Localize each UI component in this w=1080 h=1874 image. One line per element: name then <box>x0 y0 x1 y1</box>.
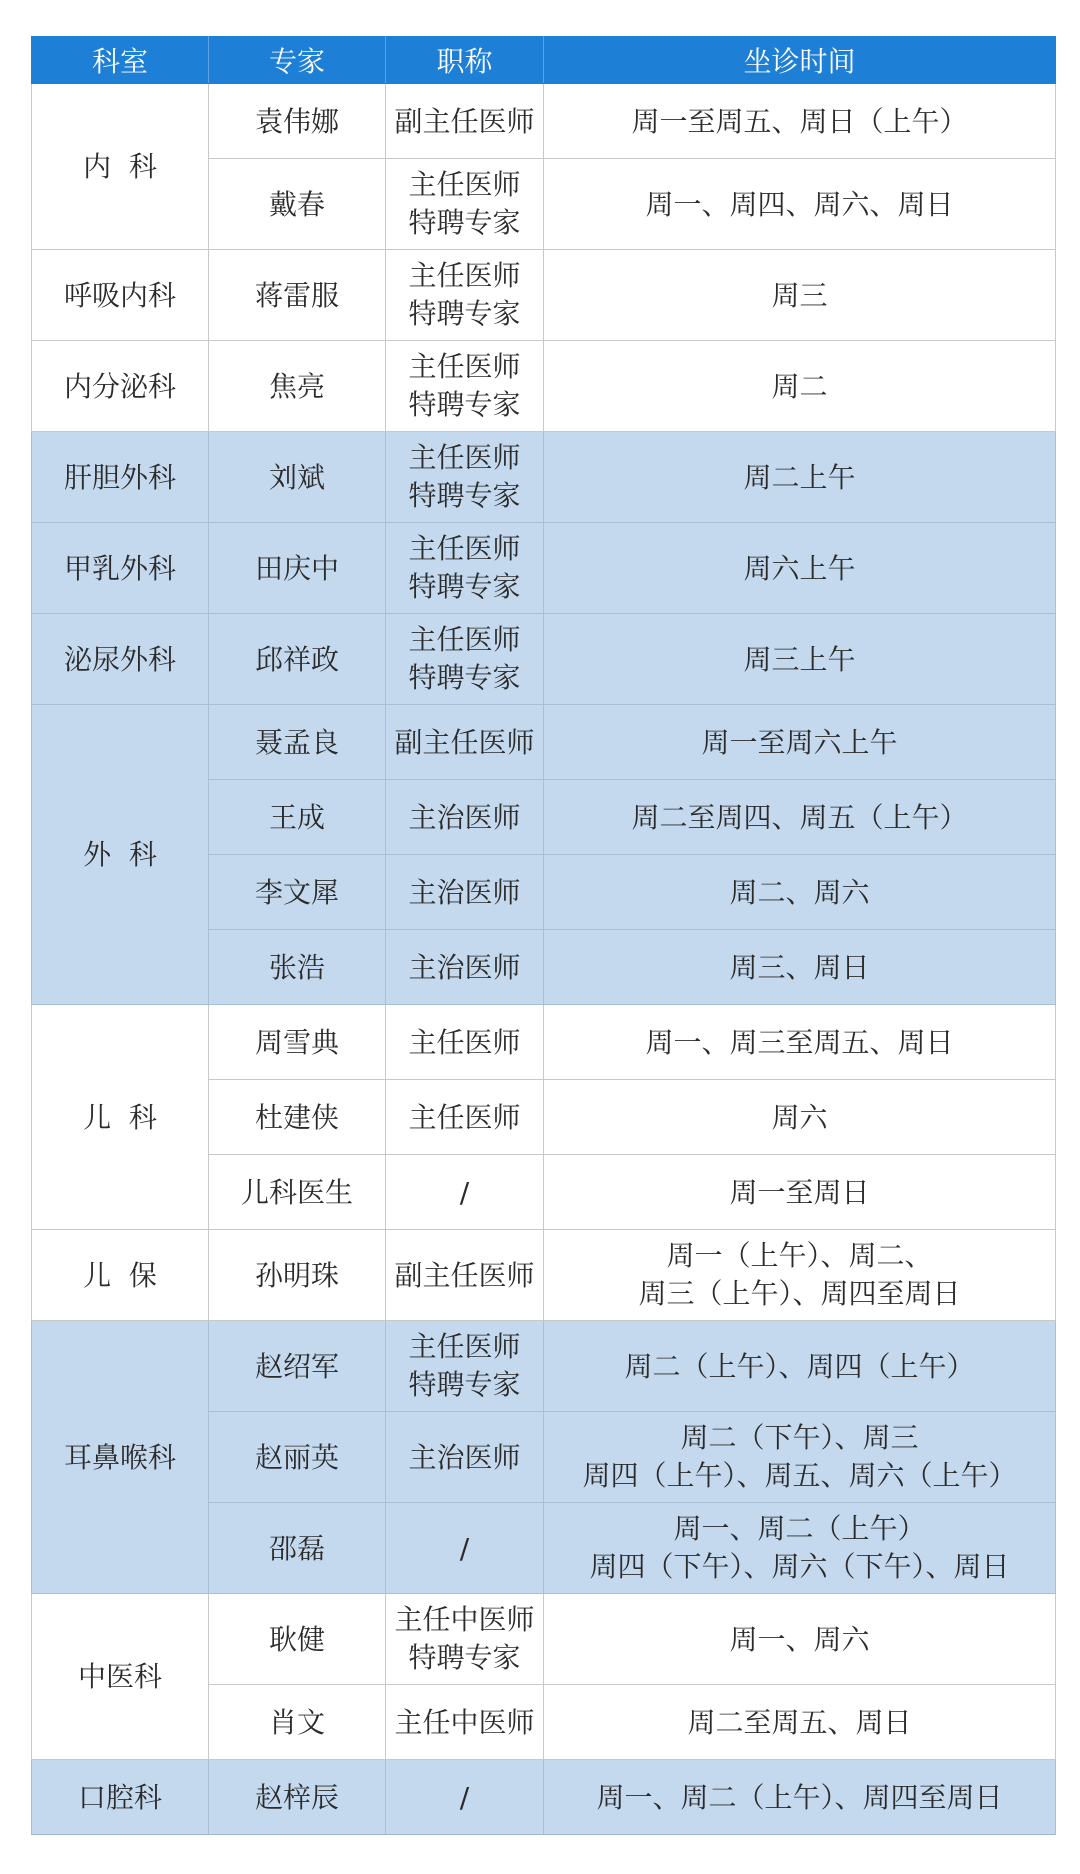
title-cell <box>386 1594 544 1685</box>
dept-cell: 肝胆外科 <box>32 432 209 523</box>
expert-cell: 刘斌 <box>209 432 386 523</box>
expert-cell: 儿科医生 <box>209 1155 386 1230</box>
time-line: 周二至周五、周日 <box>687 1705 912 1739</box>
dept-cell: 儿 保 <box>32 1230 209 1321</box>
title-line: 特聘专家 <box>408 388 521 421</box>
expert-cell: 焦亮 <box>209 341 386 432</box>
expert-cell: 王成 <box>209 780 386 855</box>
table-row <box>32 523 1056 614</box>
title-line: 主任中医师 <box>394 1705 535 1739</box>
header-dept: 科室 <box>32 37 209 84</box>
header-expert: 专家 <box>209 37 386 84</box>
title-cell <box>386 1155 544 1230</box>
title-cell <box>386 84 544 159</box>
title-cell <box>386 1685 544 1760</box>
dept-cell: 中医科 <box>32 1594 209 1760</box>
time-line: 周二至周四、周五（上午） <box>631 800 968 834</box>
time-cell <box>544 1412 1056 1503</box>
time-cell <box>544 84 1056 159</box>
title-line: 特聘专家 <box>408 297 521 330</box>
time-line: 周三上午 <box>743 642 856 676</box>
time-line: 周二（上午）、周四（上午） <box>624 1349 975 1383</box>
expert-cell: 赵丽英 <box>209 1412 386 1503</box>
time-cell <box>544 432 1056 523</box>
title-line: 副主任医师 <box>394 725 535 759</box>
table-row <box>32 341 1056 432</box>
time-line: 周三（上午）、周四至周日 <box>638 1277 961 1310</box>
time-line: 周四（下午）、周六（下午）、周日 <box>589 1550 1010 1583</box>
dept-cell: 耳鼻喉科 <box>32 1321 209 1594</box>
title-line: 主任医师 <box>408 532 521 565</box>
dept-cell: 泌尿外科 <box>32 614 209 705</box>
schedule-table-container <box>31 36 1055 1835</box>
time-cell <box>544 1005 1056 1080</box>
dept-cell: 内分泌科 <box>32 341 209 432</box>
time-cell <box>544 1321 1056 1412</box>
time-line: 周二上午 <box>743 460 856 494</box>
dept-cell: 内 科 <box>32 84 209 250</box>
title-cell <box>386 1760 544 1835</box>
table-row <box>32 1230 1056 1321</box>
dept-cell: 外 科 <box>32 705 209 1005</box>
time-line: 周三 <box>771 278 828 312</box>
time-line: 周三、周日 <box>729 950 870 984</box>
time-cell <box>544 250 1056 341</box>
title-cell <box>386 523 544 614</box>
title-line: 特聘专家 <box>408 1641 521 1674</box>
time-cell <box>544 1503 1056 1594</box>
expert-cell: 邵磊 <box>209 1503 386 1594</box>
time-line: 周二 <box>771 369 828 403</box>
title-line: 特聘专家 <box>408 479 521 512</box>
expert-cell: 蒋雷服 <box>209 250 386 341</box>
time-cell <box>544 705 1056 780</box>
table-row <box>32 250 1056 341</box>
title-cell <box>386 159 544 250</box>
title-line: 主任医师 <box>408 623 521 656</box>
title-cell <box>386 614 544 705</box>
title-line: 主任医师 <box>408 1330 521 1363</box>
header-row <box>32 37 1056 84</box>
time-line: 周一、周六 <box>729 1622 870 1656</box>
dept-cell: 口腔科 <box>32 1760 209 1835</box>
expert-cell: 张浩 <box>209 930 386 1005</box>
header-title: 职称 <box>386 37 544 84</box>
title-line: 主治医师 <box>408 800 521 834</box>
time-line: 周四（上午）、周五、周六（上午） <box>582 1459 1017 1492</box>
title-cell <box>386 250 544 341</box>
time-cell <box>544 1080 1056 1155</box>
time-cell <box>544 1685 1056 1760</box>
time-cell <box>544 1760 1056 1835</box>
title-line: 主任医师 <box>408 259 521 292</box>
title-line: 副主任医师 <box>394 104 535 138</box>
title-line: / <box>459 1531 470 1565</box>
time-cell <box>544 1594 1056 1685</box>
time-cell <box>544 1155 1056 1230</box>
title-cell <box>386 1230 544 1321</box>
time-cell <box>544 523 1056 614</box>
title-line: 特聘专家 <box>408 1368 521 1401</box>
title-cell <box>386 780 544 855</box>
title-line: 主任中医师 <box>394 1603 535 1636</box>
time-cell <box>544 855 1056 930</box>
table-header <box>32 37 1056 84</box>
time-line: 周一、周四、周六、周日 <box>645 187 954 221</box>
dept-cell: 儿 科 <box>32 1005 209 1230</box>
time-line: 周一（上午）、周二、 <box>666 1239 933 1272</box>
expert-cell: 田庆中 <box>209 523 386 614</box>
expert-cell: 赵梓辰 <box>209 1760 386 1835</box>
time-cell <box>544 780 1056 855</box>
expert-cell: 杜建侠 <box>209 1080 386 1155</box>
table-row <box>32 1594 1056 1685</box>
title-cell <box>386 1412 544 1503</box>
time-cell <box>544 930 1056 1005</box>
title-cell <box>386 1321 544 1412</box>
expert-cell: 肖文 <box>209 1685 386 1760</box>
title-line: 主治医师 <box>408 950 521 984</box>
time-cell <box>544 614 1056 705</box>
dept-cell: 呼吸内科 <box>32 250 209 341</box>
time-line: 周一、周二（上午） <box>673 1512 926 1545</box>
expert-cell: 袁伟娜 <box>209 84 386 159</box>
table-row <box>32 1321 1056 1412</box>
time-line: 周六 <box>771 1100 828 1134</box>
expert-cell: 戴春 <box>209 159 386 250</box>
table-row <box>32 1760 1056 1835</box>
expert-cell: 聂孟良 <box>209 705 386 780</box>
expert-cell: 李文犀 <box>209 855 386 930</box>
time-line: 周一至周日 <box>729 1175 870 1209</box>
time-line: 周二（下午）、周三 <box>680 1421 919 1454</box>
time-line: 周一至周六上午 <box>701 725 898 759</box>
title-line: 特聘专家 <box>408 661 521 694</box>
title-cell <box>386 1080 544 1155</box>
title-line: 主治医师 <box>408 875 521 909</box>
expert-cell: 周雪典 <box>209 1005 386 1080</box>
time-line: 周一、周二（上午）、周四至周日 <box>596 1780 1003 1814</box>
table-row <box>32 84 1056 159</box>
title-cell <box>386 341 544 432</box>
table-row <box>32 614 1056 705</box>
time-line: 周一、周三至周五、周日 <box>645 1025 954 1059</box>
title-line: 主治医师 <box>408 1440 521 1474</box>
title-line: 副主任医师 <box>394 1258 535 1292</box>
time-line: 周二、周六 <box>729 875 870 909</box>
dept-cell: 甲乳外科 <box>32 523 209 614</box>
title-cell <box>386 855 544 930</box>
table-row <box>32 432 1056 523</box>
time-cell <box>544 1230 1056 1321</box>
title-line: 特聘专家 <box>408 570 521 603</box>
time-line: 周六上午 <box>743 551 856 585</box>
title-line: 主任医师 <box>408 441 521 474</box>
time-cell <box>544 159 1056 250</box>
title-cell <box>386 1005 544 1080</box>
expert-cell: 耿健 <box>209 1594 386 1685</box>
time-cell <box>544 341 1056 432</box>
title-cell <box>386 705 544 780</box>
title-line: 主任医师 <box>408 1025 521 1059</box>
table-body <box>32 84 1056 1835</box>
table-row <box>32 1005 1056 1080</box>
title-line: 特聘专家 <box>408 206 521 239</box>
time-line: 周一至周五、周日（上午） <box>631 104 968 138</box>
table-row <box>32 705 1056 780</box>
title-line: 主任医师 <box>408 350 521 383</box>
expert-cell: 赵绍军 <box>209 1321 386 1412</box>
title-line: 主任医师 <box>408 168 521 201</box>
title-line: 主任医师 <box>408 1100 521 1134</box>
title-line: / <box>459 1780 470 1814</box>
doctor-schedule-table <box>31 36 1056 1835</box>
title-cell <box>386 930 544 1005</box>
header-time: 坐诊时间 <box>544 37 1056 84</box>
title-cell <box>386 432 544 523</box>
title-line: / <box>459 1175 470 1209</box>
expert-cell: 孙明珠 <box>209 1230 386 1321</box>
title-cell <box>386 1503 544 1594</box>
expert-cell: 邱祥政 <box>209 614 386 705</box>
